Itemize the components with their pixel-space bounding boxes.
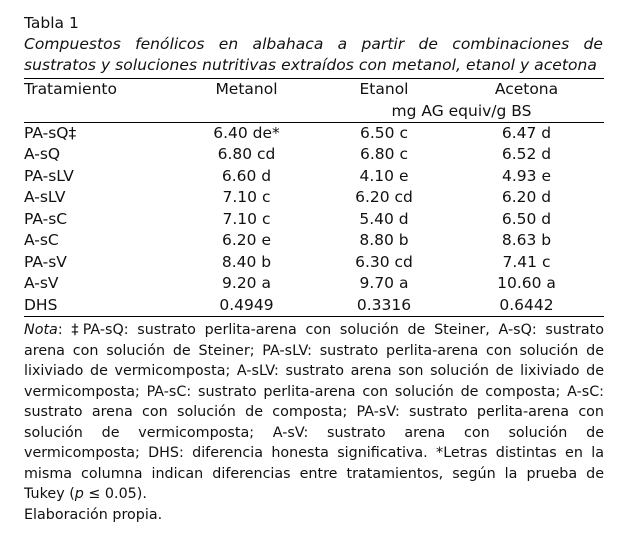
cell-treatment: A-sQ bbox=[24, 145, 61, 163]
note-body: : ‡PA-sQ: sustrato perlita-arena con solución de Steiner, A-sQ: sustrato arena con solución de Steiner; PA-sLV: sustrato perlita-arena con solución de lixiviado de vermicomposta; A-sLV: sustrato arena son solución de lixiviado de vermicomposta; PA-sC: sustrato perlita-arena con solución de composta; A-sC: sustrato arena con solución de composta; PA-sV: sustrato perlita-arena con solución de vermicomposta; A-sV: sustrato arena con solución de vermicomposta; DHS: diferencia honesta significativa. *Letras distintas en la misma columna indican diferencias entre tratamientos, según la prueba de Tukey ( bbox=[24, 322, 604, 502]
cell-ethanol: 5.40 d bbox=[359, 209, 409, 228]
cell-ethanol: 8.80 b bbox=[359, 231, 409, 249]
note-p-value: ≤ 0.05). bbox=[83, 486, 147, 502]
cell-methanol: 8.40 b bbox=[221, 252, 272, 271]
cell-ethanol: 6.80 c bbox=[360, 145, 408, 163]
cell-treatment: PA-sC bbox=[24, 209, 68, 228]
cell-treatment: PA-sLV bbox=[24, 166, 74, 185]
header-methanol: Metanol bbox=[174, 79, 319, 101]
cell-ethanol: 4.10 e bbox=[359, 166, 409, 185]
table-row bbox=[24, 144, 604, 166]
cell-acetone: 4.93 e bbox=[502, 166, 551, 185]
cell-methanol: 6.60 d bbox=[221, 166, 272, 185]
cell-treatment: DHS bbox=[24, 295, 174, 317]
table-row-dhs bbox=[24, 295, 604, 317]
cell-ethanol: 6.30 cd bbox=[355, 252, 413, 271]
table-label: Tabla 1 bbox=[24, 14, 79, 32]
source-line: Elaboración propia. bbox=[24, 506, 163, 523]
cell-methanol: 6.40 de* bbox=[213, 123, 280, 142]
table-row bbox=[24, 209, 604, 231]
note-p-symbol: p bbox=[74, 486, 84, 502]
table-row bbox=[24, 122, 604, 144]
cell-acetone: 0.6442 bbox=[449, 295, 604, 317]
header-treatment: Tratamiento bbox=[24, 79, 174, 101]
header-acetone: Acetona bbox=[449, 79, 604, 101]
table-note bbox=[24, 320, 604, 505]
table-row bbox=[24, 230, 604, 252]
cell-methanol: 6.80 cd bbox=[217, 145, 276, 163]
table-row bbox=[24, 252, 604, 274]
cell-acetone: 6.50 d bbox=[501, 209, 552, 228]
cell-methanol: 0.4949 bbox=[174, 295, 319, 317]
header-ethanol: Etanol bbox=[319, 79, 449, 101]
cell-ethanol: 0.3316 bbox=[319, 295, 449, 317]
cell-acetone: 6.47 d bbox=[501, 123, 552, 142]
cell-methanol: 7.10 c bbox=[222, 209, 271, 228]
header-row bbox=[24, 79, 604, 101]
cell-ethanol: 9.70 a bbox=[359, 274, 409, 292]
cell-methanol: 9.20 a bbox=[222, 274, 271, 292]
table-row bbox=[24, 187, 604, 209]
cell-acetone: 10.60 a bbox=[497, 274, 556, 292]
cell-methanol: 7.10 c bbox=[222, 188, 271, 206]
cell-acetone: 6.52 d bbox=[501, 145, 552, 163]
cell-acetone: 7.41 c bbox=[502, 252, 551, 271]
cell-ethanol: 6.20 cd bbox=[355, 188, 413, 206]
table-row bbox=[24, 273, 604, 295]
cell-acetone: 8.63 b bbox=[501, 231, 552, 249]
phenolic-compounds-table bbox=[24, 78, 604, 317]
note-label: Nota bbox=[24, 322, 58, 338]
cell-treatment: A-sV bbox=[24, 274, 59, 292]
table-row bbox=[24, 166, 604, 188]
cell-ethanol: 6.50 c bbox=[360, 123, 408, 142]
cell-treatment: A-sC bbox=[24, 231, 59, 249]
cell-acetone: 6.20 d bbox=[501, 188, 552, 206]
header-unit: mg AG equiv/g BS bbox=[319, 101, 604, 123]
unit-row bbox=[24, 101, 604, 123]
cell-treatment: PA-sQ‡ bbox=[24, 123, 77, 142]
cell-methanol: 6.20 e bbox=[222, 231, 271, 249]
cell-treatment: PA-sV bbox=[24, 252, 67, 271]
table-caption: Compuestos fenólicos en albahaca a partir de combinaciones de sustratos y soluciones nutritivas extraídos con metanol, etanol y acetona bbox=[24, 35, 603, 74]
cell-treatment: A-sLV bbox=[24, 188, 66, 206]
